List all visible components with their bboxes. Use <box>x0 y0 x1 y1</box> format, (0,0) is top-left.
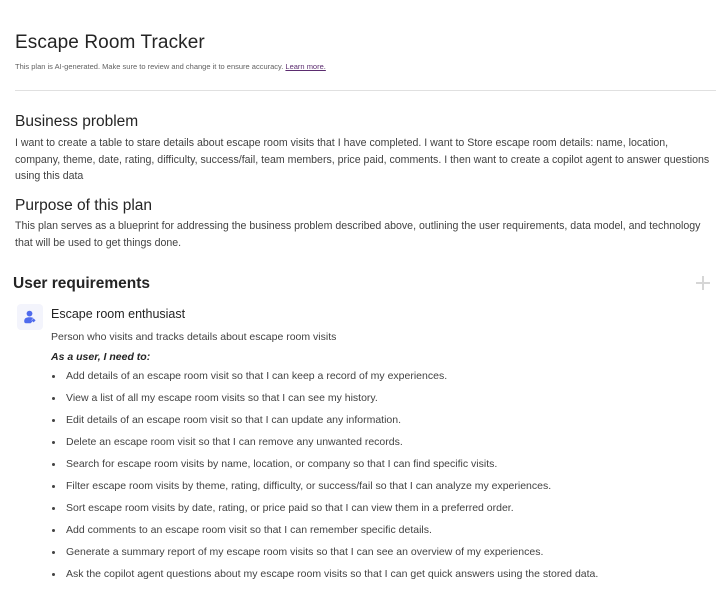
persona-need-label: As a user, I need to: <box>51 351 151 363</box>
requirement-text: Filter escape room visits by theme, rating, difficulty, or success/fail so that I can analyze my experiences. <box>66 480 552 492</box>
persona-description: Person who visits and tracks details about escape room visits <box>51 331 337 343</box>
bullet-icon <box>52 397 55 400</box>
bullet-icon <box>52 485 55 488</box>
list-item <box>51 412 598 434</box>
bullet-icon <box>52 551 55 554</box>
persona-name: Escape room enthusiast <box>51 307 186 321</box>
requirement-text: View a list of all my escape room visits so that I can see my history. <box>66 392 378 404</box>
list-item <box>51 522 598 544</box>
ai-disclaimer <box>15 62 326 71</box>
user-requirements-heading: User requirements <box>13 275 150 292</box>
purpose-heading: Purpose of this plan <box>15 197 153 214</box>
header-divider <box>15 90 716 91</box>
requirement-text: Edit details of an escape room visit so that I can update any information. <box>66 414 402 426</box>
requirement-text: Add details of an escape room visit so that I can keep a record of my experiences. <box>66 370 448 382</box>
requirement-text: Delete an escape room visit so that I can remove any unwanted records. <box>66 436 403 448</box>
people-icon <box>23 310 37 324</box>
requirements-list <box>51 368 598 588</box>
bullet-icon <box>52 441 55 444</box>
bullet-icon <box>52 529 55 532</box>
learn-more-link[interactable]: Learn more. <box>285 62 326 71</box>
page-title: Escape Room Tracker <box>15 32 205 53</box>
list-item <box>51 544 598 566</box>
add-requirement-button[interactable] <box>696 276 710 290</box>
disclaimer-text: This plan is AI-generated. Make sure to review and change it to ensure accuracy. <box>15 62 286 71</box>
list-item <box>51 566 598 588</box>
bullet-icon <box>52 419 55 422</box>
bullet-icon <box>52 507 55 510</box>
bullet-icon <box>52 573 55 576</box>
list-item <box>51 434 598 456</box>
bullet-icon <box>52 463 55 466</box>
business-problem-heading: Business problem <box>15 113 139 130</box>
requirement-text: Search for escape room visits by name, location, or company so that I can find specific visits. <box>66 458 498 470</box>
requirement-text: Ask the copilot agent questions about my escape room visits so that I can get quick answers using the stored data. <box>66 568 599 580</box>
list-item <box>51 390 598 412</box>
bullet-icon <box>52 375 55 378</box>
requirement-text: Generate a summary report of my escape room visits so that I can see an overview of my experiences. <box>66 546 544 558</box>
requirement-text: Sort escape room visits by date, rating, or price paid so that I can view them in a preferred order. <box>66 502 514 514</box>
list-item <box>51 478 598 500</box>
list-item <box>51 456 598 478</box>
business-problem-text: I want to create a table to stare details about escape room visits that I have completed. I want to Store escape room details: name, location, company, theme, date, rating, difficulty, success/fail, team members, price paid, comments. I then want to create a copilot agent to answer questions using this data <box>15 137 710 182</box>
requirement-text: Add comments to an escape room visit so that I can remember specific details. <box>66 524 432 536</box>
list-item <box>51 500 598 522</box>
list-item <box>51 368 598 390</box>
purpose-text: This plan serves as a blueprint for addressing the business problem described above, outlining the user requirements, data model, and technology that will be used to get things done. <box>15 220 701 249</box>
persona-avatar <box>17 304 43 330</box>
